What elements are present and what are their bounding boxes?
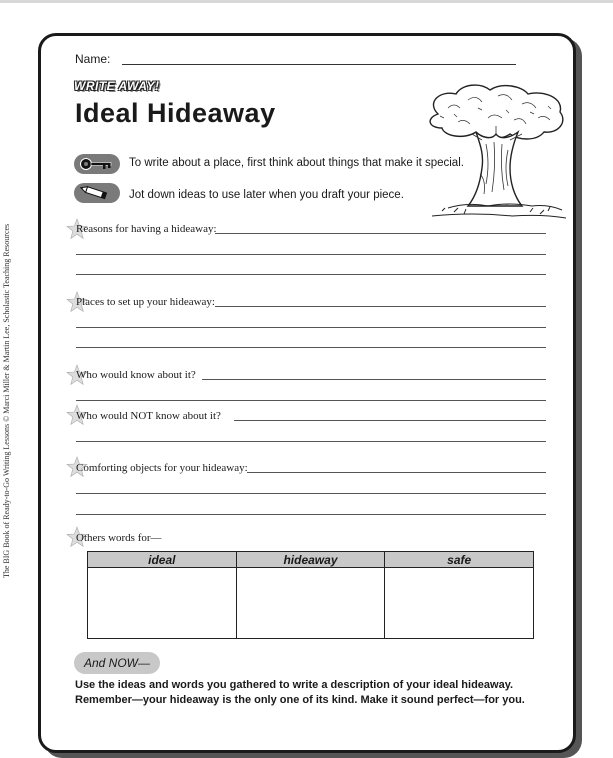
column-header-ideal: ideal bbox=[88, 552, 237, 568]
answer-line[interactable] bbox=[76, 400, 546, 401]
closing-instructions: Use the ideas and words you gathered to write a description of your ideal hideaway. Remember—your hideaway is the only one of its kind. Make it sound perfect—for you. bbox=[75, 679, 525, 706]
answer-line[interactable] bbox=[76, 327, 546, 328]
write-away-banner: WRITE AWAY! bbox=[74, 79, 160, 93]
answer-line[interactable] bbox=[76, 441, 546, 442]
tree-icon bbox=[418, 84, 570, 222]
key-icon bbox=[79, 157, 115, 171]
answer-line[interactable] bbox=[76, 274, 546, 275]
prompt-reasons: Reasons for having a hideaway: bbox=[76, 223, 217, 235]
answer-line[interactable] bbox=[247, 472, 546, 473]
words-table bbox=[87, 551, 534, 639]
prompt-other-words: Others words for— bbox=[76, 532, 162, 544]
words-cell-hideaway[interactable] bbox=[236, 568, 385, 639]
answer-line[interactable] bbox=[76, 493, 546, 494]
page-title: Ideal Hideaway bbox=[75, 98, 276, 128]
and-now-badge: And NOW— bbox=[74, 652, 160, 674]
prompt-places: Places to set up your hideaway: bbox=[76, 296, 215, 308]
top-border bbox=[0, 0, 613, 3]
pencil-icon bbox=[80, 186, 114, 200]
prompt-who-knows: Who would know about it? bbox=[76, 369, 196, 381]
key-icon-badge bbox=[74, 154, 120, 174]
answer-line[interactable] bbox=[76, 347, 546, 348]
answer-line[interactable] bbox=[202, 379, 546, 380]
answer-line[interactable] bbox=[215, 306, 546, 307]
answer-line[interactable] bbox=[76, 254, 546, 255]
answer-line[interactable] bbox=[215, 233, 546, 234]
column-header-safe: safe bbox=[385, 552, 534, 568]
answer-line[interactable] bbox=[234, 420, 546, 421]
side-credit: The BIG Book of Ready-to-Go Writing Lessons © Marci Miller & Martin Lee, Scholastic Teaching Resources bbox=[2, 223, 11, 578]
prompt-who-not-knows: Who would NOT know about it? bbox=[76, 410, 221, 422]
words-cell-ideal[interactable] bbox=[88, 568, 237, 639]
instruction-2: Jot down ideas to use later when you draft your piece. bbox=[129, 189, 404, 201]
answer-line[interactable] bbox=[76, 514, 546, 515]
name-label: Name: bbox=[75, 52, 111, 66]
column-header-hideaway: hideaway bbox=[236, 552, 385, 568]
instruction-1: To write about a place, first think about things that make it special. bbox=[129, 157, 464, 169]
words-cell-safe[interactable] bbox=[385, 568, 534, 639]
prompt-comforting-objects: Comforting objects for your hideaway: bbox=[76, 462, 248, 474]
name-field[interactable] bbox=[122, 64, 516, 65]
pencil-icon-badge bbox=[74, 183, 120, 203]
